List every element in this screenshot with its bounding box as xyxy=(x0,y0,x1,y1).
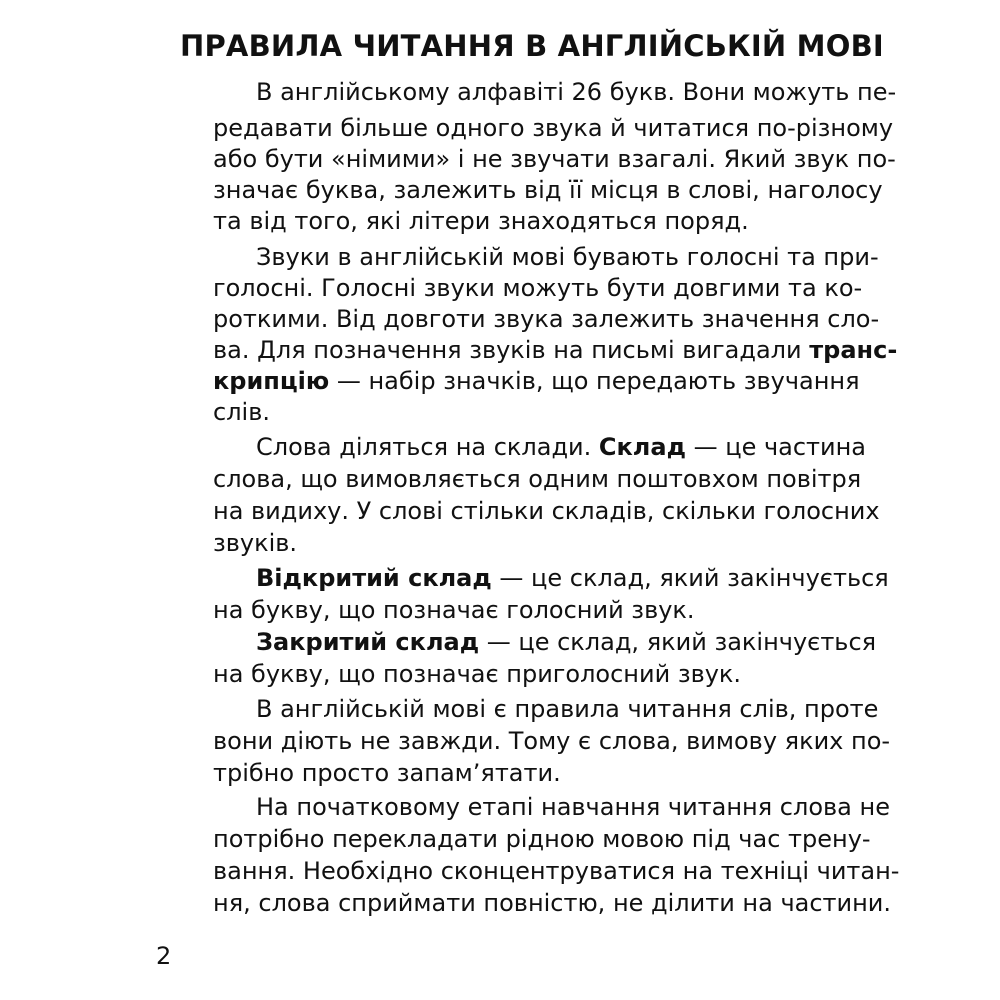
paragraph-5-line-1 xyxy=(256,626,877,658)
term-closed-syllable: Закритий склад xyxy=(256,628,480,656)
paragraph-2-line-4-text: ва. Для позначення звуків на письмі вигадали xyxy=(213,336,810,364)
page-title: ПРАВИЛА ЧИТАННЯ В АНГЛІЙСЬКІЙ МОВІ xyxy=(180,29,884,63)
term-syllable: Склад xyxy=(598,433,686,461)
paragraph-2-line-3: роткими. Від довготи звука залежить значення сло- xyxy=(213,305,880,333)
paragraph-2-line-1: Звуки в англійській мові бувають голосні та при- xyxy=(256,243,879,271)
paragraph-1-line-3: або бути «німими» і не звучати взагалі. Який звук по- xyxy=(213,145,896,173)
paragraph-1-line-4: значає буква, залежить від її місця в слові, наголосу xyxy=(213,176,883,204)
paragraph-7-line-1: На початковому етапі навчання читання слова не xyxy=(256,793,890,821)
paragraph-1-line-1: В англійському алфавіті 26 букв. Вони можуть пе- xyxy=(256,78,897,106)
page-number: 2 xyxy=(156,942,172,970)
paragraph-4-line-1 xyxy=(256,562,889,594)
term-transcription-part-1: транс- xyxy=(809,336,898,364)
paragraph-1-line-5: та від того, які літери знаходяться поряд. xyxy=(213,207,749,235)
paragraph-6-line-3: трібно просто запам’ятати. xyxy=(213,759,561,787)
paragraph-2-line-4 xyxy=(213,334,898,366)
paragraph-4-line-1-text: — це склад, який закінчується xyxy=(491,564,889,592)
paragraph-3-line-1-tail: — це частина xyxy=(685,433,867,461)
paragraph-6-line-1: В англійській мові є правила читання слів, проте xyxy=(256,695,879,723)
paragraph-7-line-4: ня, слова сприймати повністю, не ділити на частини. xyxy=(213,889,892,917)
paragraph-7-line-3: вання. Необхідно сконцентруватися на техніці читан- xyxy=(213,857,900,885)
paragraph-2-line-2: голосні. Голосні звуки можуть бути довгими та ко- xyxy=(213,274,863,302)
paragraph-3-line-2: слова, що вимовляється одним поштовхом повітря xyxy=(213,465,862,493)
paragraph-2-line-5 xyxy=(213,365,860,397)
paragraph-1-line-2: редавати більше одного звука й читатися по-різному xyxy=(213,114,894,142)
paragraph-2-line-6: слів. xyxy=(213,398,270,426)
paragraph-5-line-2: на букву, що позначає приголосний звук. xyxy=(213,660,742,688)
paragraph-2-line-5-text: — набір значків, що передають звучання xyxy=(329,367,860,395)
paragraph-4-line-2: на букву, що позначає голосний звук. xyxy=(213,596,695,624)
paragraph-3-line-3: на видиху. У слові стільки складів, скільки голосних xyxy=(213,497,880,525)
term-transcription-part-2: крипцію xyxy=(213,367,330,395)
paragraph-3-line-1 xyxy=(256,431,867,463)
paragraph-3-line-4: звуків. xyxy=(213,529,298,557)
term-open-syllable: Відкритий склад xyxy=(256,564,492,592)
paragraph-5-line-1-text: — це склад, який закінчується xyxy=(479,628,877,656)
paragraph-7-line-2: потрібно перекладати рідною мовою під час трену- xyxy=(213,825,871,853)
paragraph-3-line-1-text: Слова діляться на склади. xyxy=(256,433,599,461)
paragraph-6-line-2: вони діють не завжди. Тому є слова, вимову яких по- xyxy=(213,727,891,755)
